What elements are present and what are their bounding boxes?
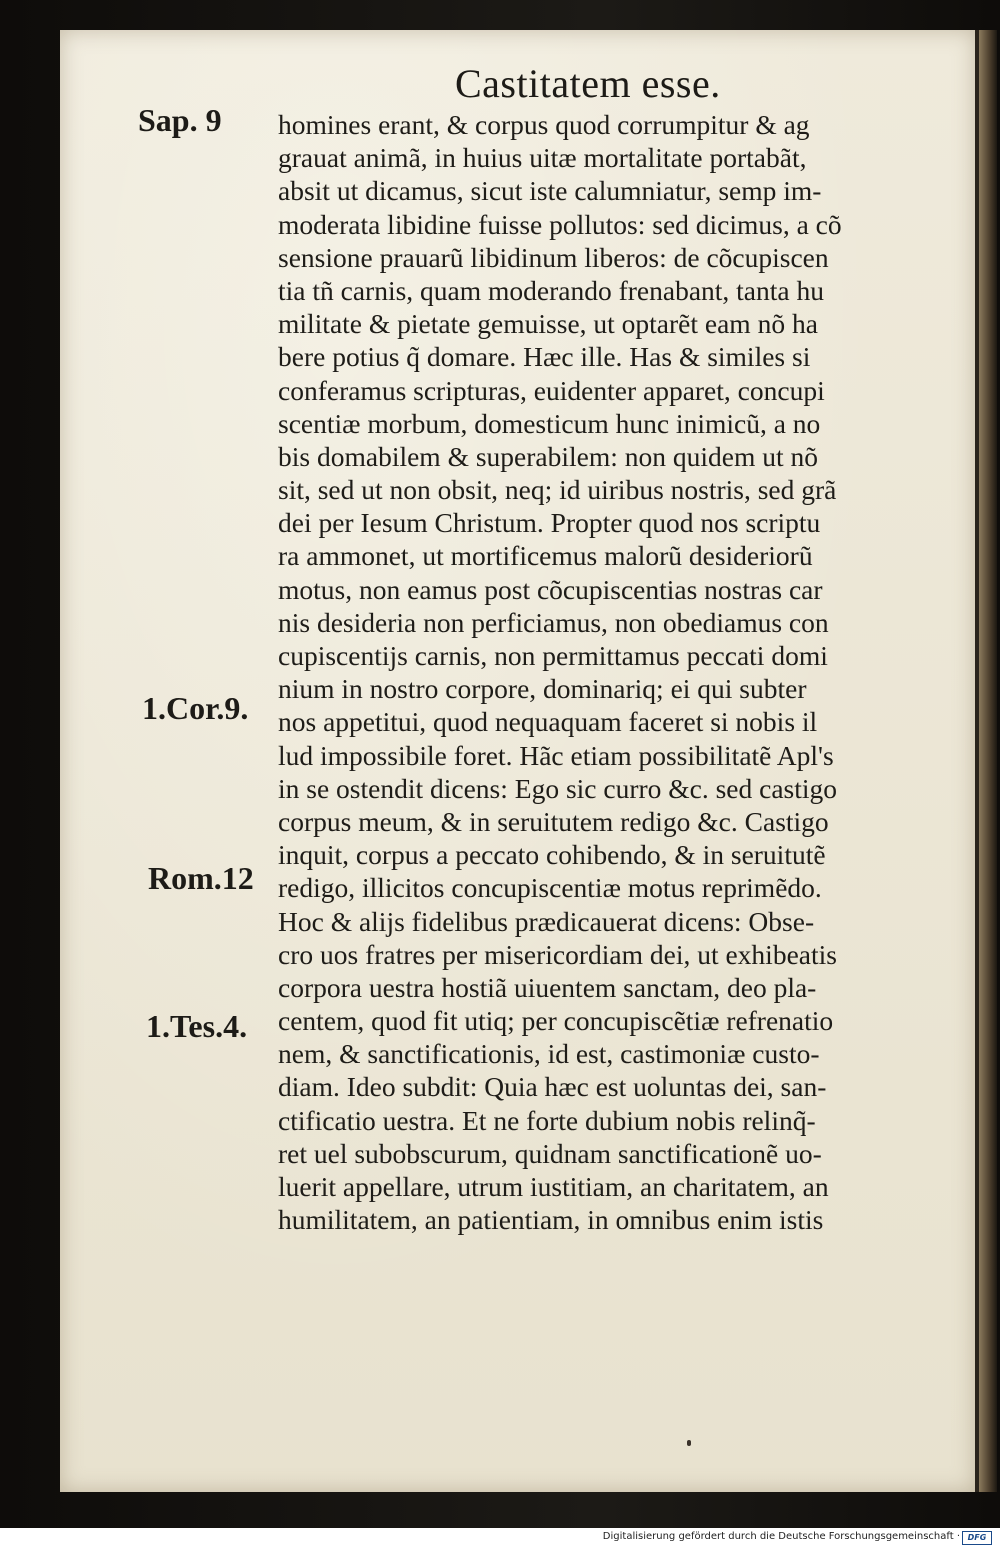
marginal-note-cor: 1.Cor.9. <box>142 690 249 726</box>
text-line: corpus meum, & in seruitutem redigo &c. Castigo <box>278 805 829 837</box>
marginal-note-rom: Rom.12 <box>148 860 254 896</box>
text-line: nis desideria non perficiamus, non obediamus con <box>278 606 829 638</box>
text-line: ra ammonet, ut mortificemus malorũ desideriorũ <box>278 540 813 572</box>
text-line: grauat animã, in huius uitæ mortalitate portabãt, <box>278 142 807 174</box>
marginal-note-tes: 1.Tes.4. <box>146 1008 248 1044</box>
text-line: bis domabilem & superabilem: non quidem ut nõ <box>278 440 818 472</box>
body-text <box>278 108 918 1236</box>
text-line: cupiscentijs carnis, non permittamus peccati domi <box>278 640 828 671</box>
text-line: inquit, corpus a peccato cohibendo, & in seruitutẽ <box>278 839 826 871</box>
text-line: militate & pietate gemuisse, ut optarẽt eam nõ ha <box>278 308 818 340</box>
text-line: bere potius q̃ domare. Hæc ille. Has & similes si <box>278 341 811 373</box>
text-line: conferamus scripturas, euidenter apparet, concupi <box>278 374 825 406</box>
text-line: motus, non eamus post cõcupiscentias nostras car <box>278 573 823 605</box>
text-line: tia tñ carnis, quam moderando frenabant, tanta hu <box>278 274 824 306</box>
text-line: ctificatio uestra. Et ne forte dubium nobis relinq̃- <box>278 1104 816 1136</box>
text-line: ret uel subobscurum, quidnam sanctificationẽ uo- <box>278 1137 822 1169</box>
text-line: luerit appellare, utrum iustitiam, an charitatem, an <box>278 1171 829 1202</box>
text-line: nem, & sanctificationis, id est, castimoniæ custo- <box>278 1038 820 1070</box>
text-line: in se ostendit dicens: Ego sic curro &c. sed castigo <box>278 772 838 804</box>
footer-credit: Digitalisierung gefördert durch die Deutsche Forschungsgemeinschaft · <box>602 1531 960 1542</box>
text-line: scentiæ morbum, domesticum hunc inimicũ, a no <box>278 407 821 439</box>
text-line: moderata libidine fuisse pollutos: sed dicimus, a cõ <box>278 208 842 240</box>
ink-speck <box>687 1440 691 1446</box>
text-line: redigo, illicitos concupiscentiæ motus reprimẽdo. <box>278 872 822 904</box>
dfg-logo-icon: DFG <box>962 1531 992 1545</box>
marginal-note-sap: Sap. 9 <box>138 102 222 138</box>
text-line: Hoc & alijs fidelibus prædicauerat dicens: Obse- <box>278 905 815 937</box>
text-line: diam. Ideo subdit: Quia hæc est uoluntas dei, san- <box>278 1071 827 1103</box>
text-line: lud impossibile foret. Hãc etiam possibilitatẽ Apl's <box>278 739 834 771</box>
footer-bar <box>0 1528 1000 1547</box>
text-line: absit ut dicamus, sicut iste calumniatur, semp im- <box>278 175 822 207</box>
page-edge <box>979 30 997 1492</box>
text-line: cro uos fratres per misericordiam dei, ut exhibeatis <box>278 938 837 970</box>
text-line: dei per Iesum Christum. Propter quod nos scriptu <box>278 507 821 539</box>
text-line: nos appetitui, quod nequaquam faceret si nobis il <box>278 706 818 738</box>
text-line: corpora uestra hostiã uiuentem sanctam, deo pla- <box>278 971 817 1003</box>
book-page <box>60 30 981 1492</box>
text-line: sit, sed ut non obsit, neq; id uiribus nostris, sed grã <box>278 474 837 506</box>
text-line: homines erant, & corpus quod corrumpitur & ag <box>278 109 810 140</box>
running-head: Castitatem esse. <box>455 61 721 106</box>
text-line: sensione prauarũ libidinum liberos: de cõcupiscen <box>278 241 829 273</box>
text-line: humilitatem, an patientiam, in omnibus enim istis <box>278 1204 824 1236</box>
text-line: centem, quod fit utiq; per concupiscẽtiæ refrenatio <box>278 1005 834 1037</box>
text-line: nium in nostro corpore, dominariq; ei qui subter <box>278 673 807 705</box>
